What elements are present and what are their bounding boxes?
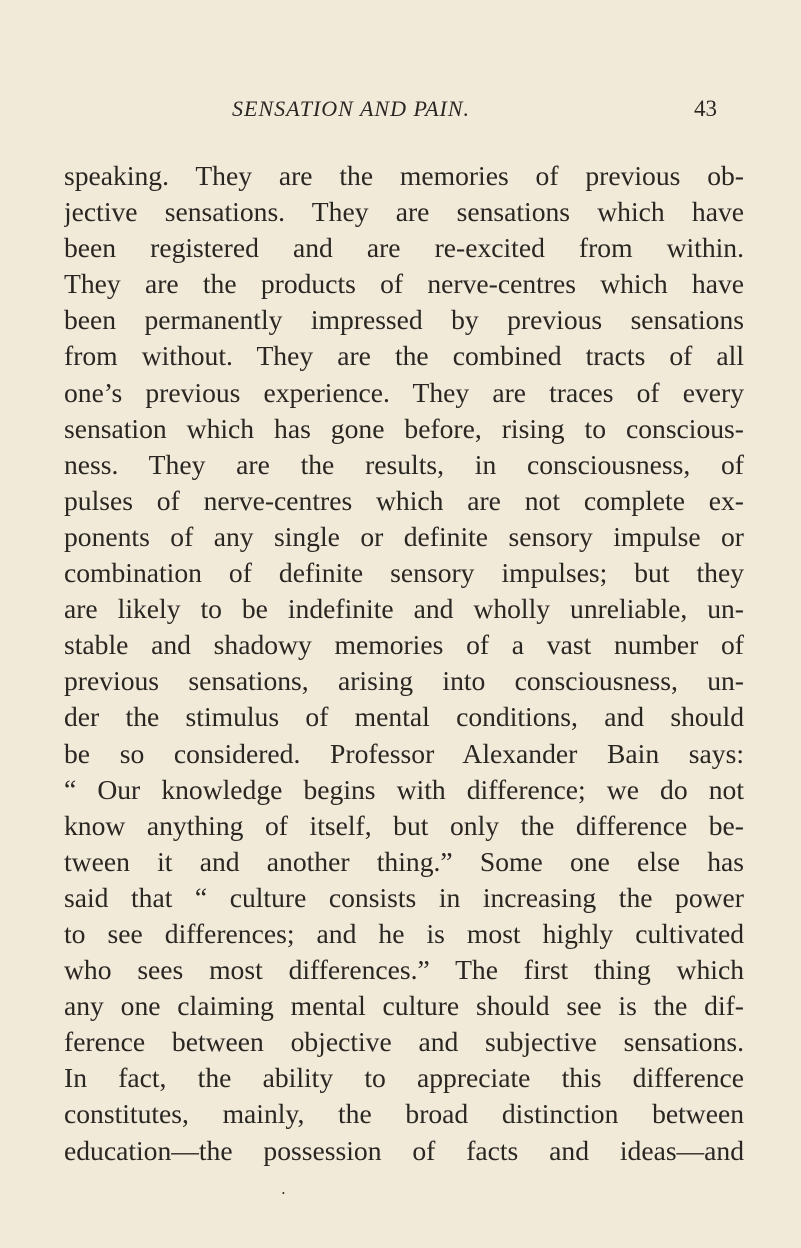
text-line: In fact, the ability to appreciate this difference <box>64 1062 744 1094</box>
text-line: tween it and another thing.” Some one else has <box>64 845 744 877</box>
text-line: been registered and are re-excited from within. <box>64 232 744 264</box>
text-line: jective sensations. They are sensations which have <box>64 196 744 228</box>
text-line: said that “ culture consists in increasing the power <box>64 881 744 913</box>
text-line: der the stimulus of mental conditions, and should <box>64 701 744 733</box>
printer-mark: • <box>282 1189 285 1198</box>
text-line: sensation which has gone before, rising to conscious- <box>64 412 744 444</box>
text-line: education—the possession of facts and ideas—and <box>64 1134 744 1166</box>
text-line: They are the products of nerve-centres which have <box>64 268 744 300</box>
text-line: been permanently impressed by previous sensations <box>64 304 744 336</box>
text-line: previous sensations, arising into consciousness, un- <box>64 665 744 697</box>
page-number: 43 <box>694 96 717 121</box>
text-line: know anything of itself, but only the difference be- <box>64 809 744 841</box>
text-line: any one claiming mental culture should see is the dif- <box>64 990 744 1022</box>
text-line: combination of definite sensory impulses; but they <box>64 557 744 589</box>
text-line: constitutes, mainly, the broad distinction between <box>64 1098 744 1130</box>
text-line: ness. They are the results, in consciousness, of <box>64 448 744 480</box>
text-line: one’s previous experience. They are traces of every <box>64 376 744 408</box>
text-line: are likely to be indefinite and wholly unreliable, un- <box>64 593 744 625</box>
running-title: SENSATION AND PAIN. <box>232 96 471 121</box>
text-line: from without. They are the combined tracts of all <box>64 340 744 372</box>
body-text <box>64 158 744 1169</box>
text-line: to see differences; and he is most highly cultivated <box>64 917 744 949</box>
text-line: ponents of any single or definite sensory impulse or <box>64 520 744 552</box>
text-line: who sees most differences.” The first thing which <box>64 954 744 986</box>
text-line: stable and shadowy memories of a vast number of <box>64 629 744 661</box>
text-line: “ Our knowledge begins with difference; we do not <box>64 773 744 805</box>
text-line: pulses of nerve-centres which are not complete ex- <box>64 484 744 516</box>
text-line: ference between objective and subjective sensations. <box>64 1026 744 1058</box>
text-line: speaking. They are the memories of previous ob- <box>64 160 744 191</box>
text-line: be so considered. Professor Alexander Bain says: <box>64 737 744 769</box>
